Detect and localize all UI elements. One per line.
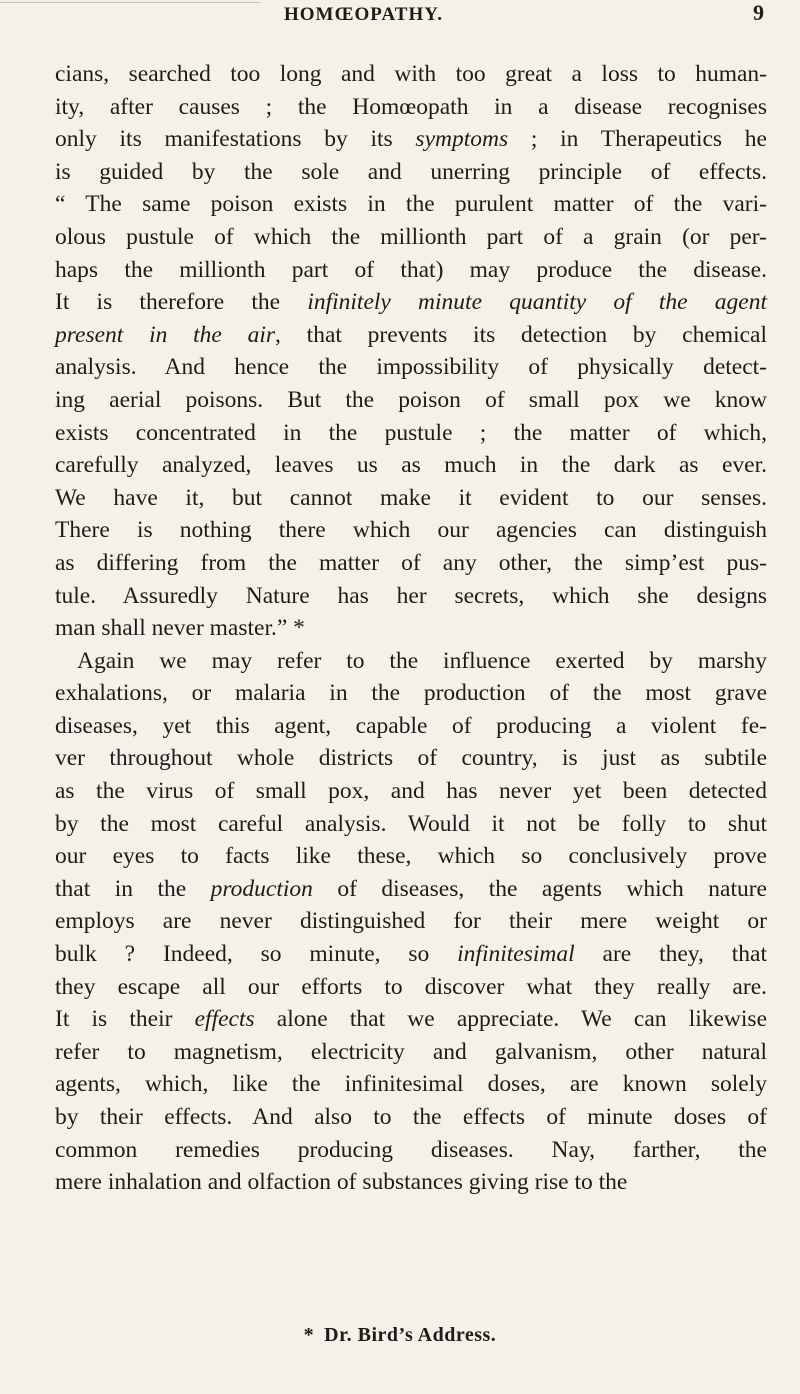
- text-line: We have it, but cannot make it evident to our senses.: [55, 484, 767, 511]
- italic-phrase: effects: [194, 1006, 255, 1033]
- text-line: exists concentrated in the pustule ; the matter of which,: [55, 419, 767, 446]
- running-title: HOMŒOPATHY.: [284, 4, 443, 25]
- text-line: they escape all our efforts to discover what they really are.: [55, 973, 767, 1000]
- italic-phrase: production: [210, 875, 313, 902]
- text-line: ing aerial poisons. But the poison of small pox we know: [55, 386, 767, 413]
- footnote-text: Dr. Bird’s Address.: [324, 1324, 497, 1346]
- page-header: [0, 2, 800, 28]
- text-line: agents, which, like the infinitesimal doses, are known solely: [55, 1071, 767, 1098]
- text-line: ver throughout whole districts of country, is just as subtile: [55, 745, 767, 772]
- page-number: 9: [753, 0, 764, 25]
- text-segment: alone that we appreciate. We can likewise: [254, 1006, 768, 1033]
- text-segment: ; in Therapeutics he: [508, 126, 767, 153]
- body-text: [55, 58, 767, 1199]
- text-line: mere inhalation and olfaction of substances giving rise to the: [55, 1169, 628, 1196]
- text-line: [55, 1003, 767, 1036]
- text-line: exhalations, or malaria in the production of the most grave: [55, 680, 767, 707]
- text-line: common remedies producing diseases. Nay, farther, the: [55, 1136, 767, 1163]
- italic-phrase: infinitesimal: [457, 941, 575, 968]
- text-segment: It is therefore the: [55, 289, 308, 316]
- text-line: employs are never distinguished for their mere weight or: [55, 908, 767, 935]
- text-segment: are they, that: [574, 941, 767, 968]
- footnote-mark: *: [303, 1324, 315, 1346]
- text-line: haps the millionth part of that) may produce the disease.: [55, 256, 767, 283]
- footnote: [0, 1324, 800, 1347]
- text-line: man shall never master.” *: [55, 615, 305, 642]
- text-segment: of diseases, the agents which nature: [312, 875, 767, 902]
- text-line: [55, 873, 767, 906]
- text-segment: only its manifestations by its: [55, 126, 416, 153]
- text-line: [55, 286, 767, 319]
- text-line: by the most careful analysis. Would it not be folly to shut: [55, 810, 767, 837]
- text-segment: that in the: [55, 875, 211, 902]
- italic-phrase: present in the air: [55, 321, 276, 348]
- text-line: is guided by the sole and unerring principle of effects.: [55, 158, 767, 185]
- text-line: as differing from the matter of any other, the simp’est pus-: [55, 549, 767, 576]
- text-line: by their effects. And also to the effects of minute doses of: [55, 1104, 767, 1130]
- text-line: tule. Assuredly Nature has her secrets, which she designs: [55, 582, 767, 609]
- text-line: refer to magnetism, electricity and galvanism, other natural: [55, 1038, 767, 1065]
- text-line: our eyes to facts like these, which so conclusively prove: [55, 843, 767, 870]
- text-line: There is nothing there which our agencies can distinguish: [55, 517, 767, 544]
- text-segment: bulk ? Indeed, so minute, so: [55, 941, 458, 968]
- text-line: [55, 938, 767, 971]
- text-line: olous pustule of which the millionth part of a grain (or per-: [55, 223, 767, 250]
- text-line: carefully analyzed, leaves us as much in the dark as ever.: [55, 452, 767, 479]
- text-line: [55, 123, 767, 156]
- text-line: [55, 319, 767, 352]
- text-segment: It is their: [55, 1006, 195, 1033]
- italic-phrase: symptoms: [415, 126, 509, 153]
- text-line: cians, searched too long and with too great a loss to human-: [55, 61, 767, 87]
- text-line: Again we may refer to the influence exerted by marshy: [77, 647, 767, 674]
- text-segment: , that prevents its detection by chemical: [275, 321, 767, 348]
- text-line: diseases, yet this agent, capable of producing a violent fe-: [55, 712, 767, 739]
- text-line: ity, after causes ; the Homœopath in a disease recognises: [55, 93, 767, 120]
- text-line: “ The same poison exists in the purulent matter of the vari-: [55, 191, 767, 218]
- text-line: as the virus of small pox, and has never yet been detected: [55, 778, 767, 805]
- italic-phrase: infinitely minute quantity of the agent: [307, 289, 767, 316]
- header-rule: [0, 2, 260, 3]
- text-line: analysis. And hence the impossibility of physically detect-: [55, 354, 767, 381]
